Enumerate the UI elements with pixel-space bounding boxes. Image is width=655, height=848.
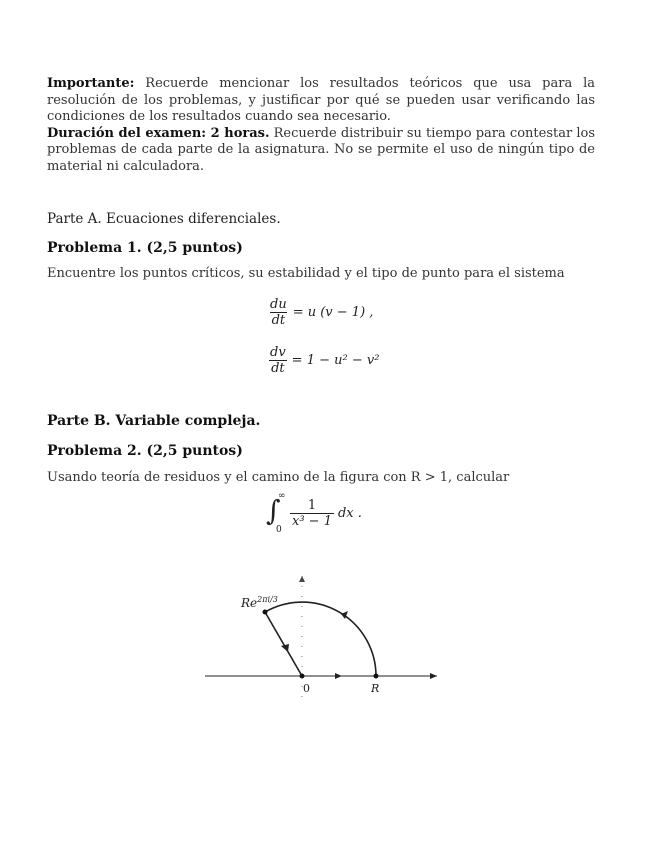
problema-1-title: Problema 1. (2,5 puntos) (47, 240, 243, 256)
importante-label: Importante: (47, 76, 135, 91)
point-top (263, 610, 268, 615)
fraction-dv-dt: $\frac{dv}{dt}$ (270, 345, 286, 376)
real-axis-arrow (430, 673, 437, 679)
segment-direction-arrow (335, 673, 342, 679)
contour-arc (265, 602, 376, 676)
imaginary-axis-arrow (299, 576, 305, 582)
integral-expression (266, 491, 362, 535)
duracion-label: Duración del examen: 2 horas. (47, 125, 270, 141)
integral-dx: dx . (337, 505, 362, 521)
integrand-fraction: $\frac{1}{\text{x³ − 1}}$ (292, 497, 332, 529)
point-r (374, 674, 379, 679)
label-top: $Re^{2\pi i/3}$ (241, 595, 278, 610)
contour-figure (195, 565, 455, 715)
parte-b-title: Parte B. Variable compleja. (47, 413, 261, 429)
label-r: R (371, 682, 380, 695)
equation-du-dt-rhs: = u (v − 1) , (292, 305, 374, 320)
problema-2-text: Usando teoría de residuos y el camino de la figura con R > 1, calcular (47, 470, 510, 485)
point-origin (300, 674, 305, 679)
instructions (47, 76, 595, 175)
equation-dv-dt-rhs: = 1 − u² − v² (291, 353, 380, 368)
problema-2-title: Problema 2. (2,5 puntos) (47, 443, 243, 459)
integral-sign: ∫ ∞ 0 (266, 491, 286, 535)
parte-a-title: Parte A. Ecuaciones diferenciales. (47, 211, 281, 227)
ray-direction-arrow (281, 644, 289, 652)
equation-du-dt (268, 297, 373, 328)
fraction-du-dt: $\frac{du}{dt}$ (270, 297, 287, 328)
contour-ray (265, 612, 302, 676)
equation-dv-dt (268, 345, 379, 376)
label-origin: 0 (303, 682, 310, 695)
duracion-text: Recuerde distribuir su tiempo para contestar los problemas de cada parte de la asignatura. No se permite el uso de ningún tipo de material ni calculadora. (47, 125, 595, 174)
importante-text: Recuerde mencionar los resultados teóricos que usa para la resolución de los problemas, y justificar por qué se pueden usar verificando las condiciones de los resultados cuando sea necesario. (47, 76, 595, 124)
problema-1-text: Encuentre los puntos críticos, su estabilidad y el tipo de punto para el sistema (47, 266, 565, 281)
